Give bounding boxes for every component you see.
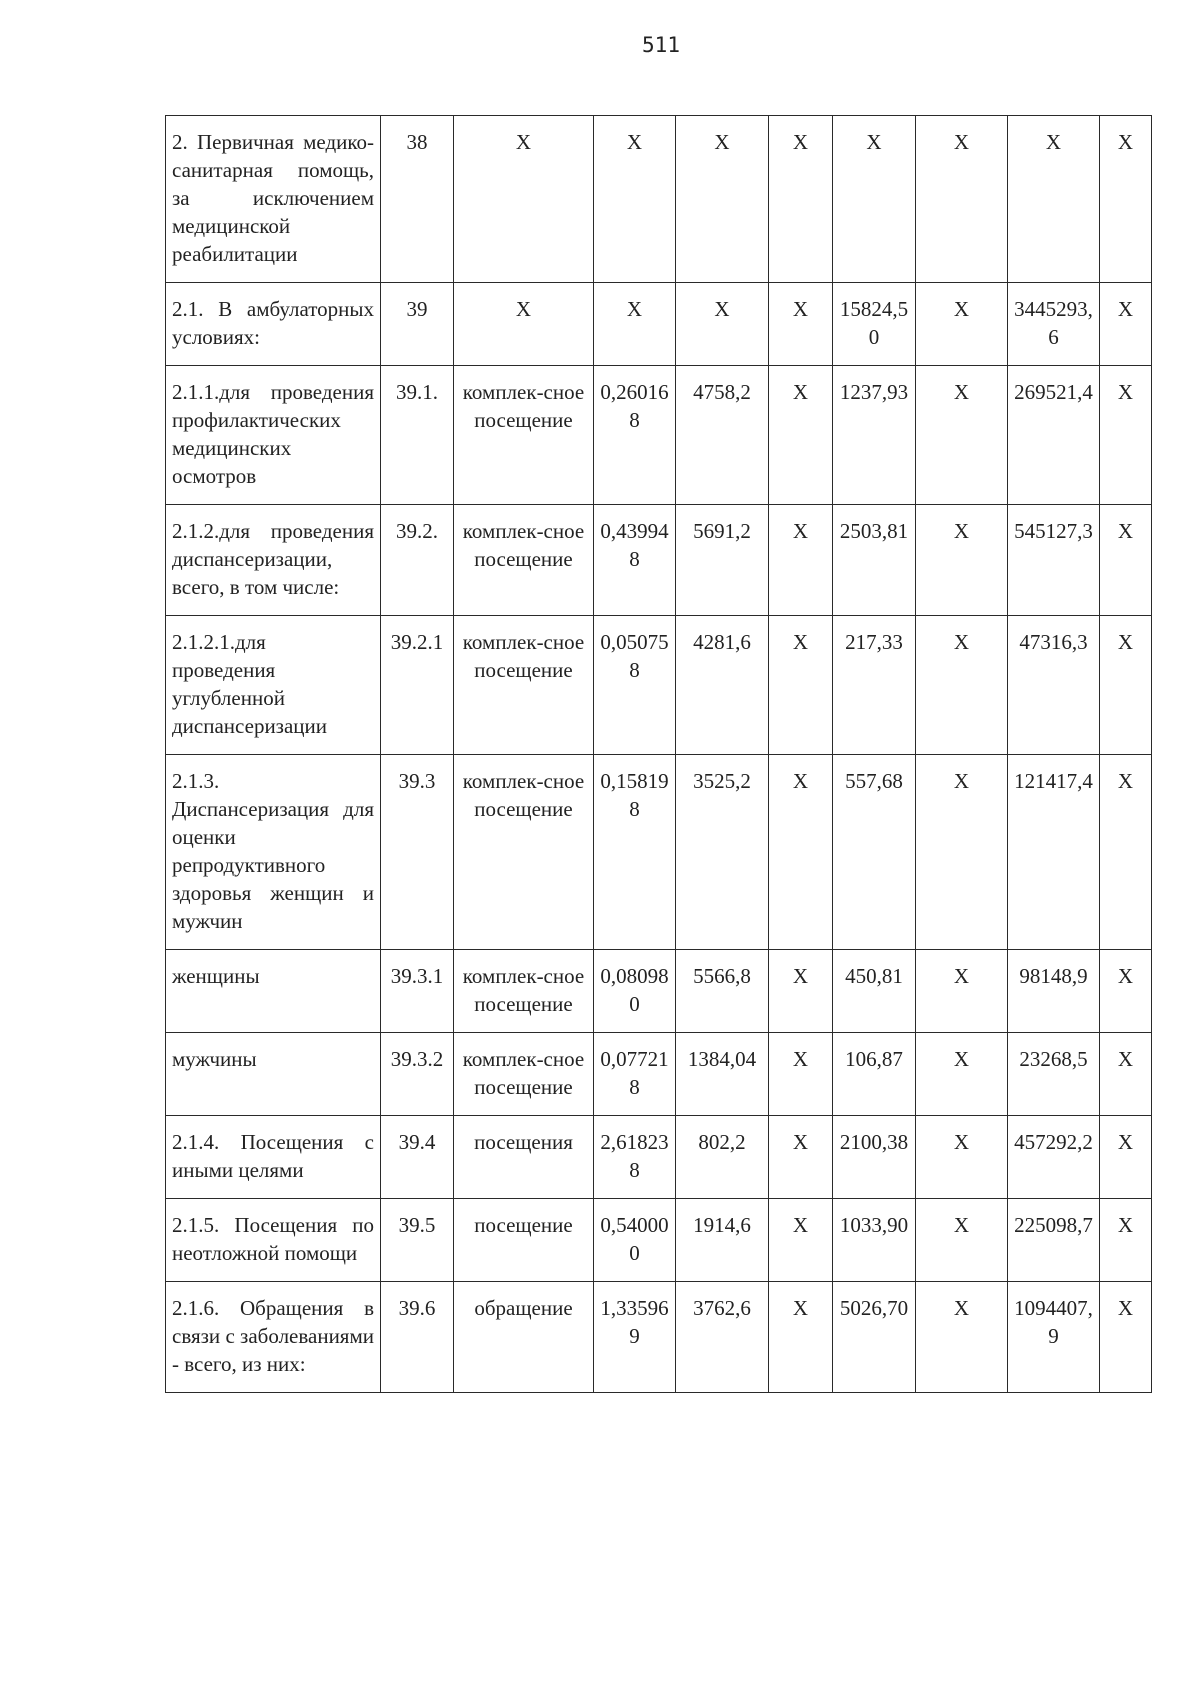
value-cell-6: 121417,4 [1008, 755, 1100, 950]
value-cell-6: 98148,9 [1008, 950, 1100, 1033]
value-cell-1: 1,335969 [594, 1282, 676, 1393]
value-cell-5: X [916, 1282, 1008, 1393]
table-row [166, 1199, 1152, 1282]
value-cell-3: X [769, 283, 833, 366]
unit-cell: комплек-сное посещение [454, 616, 594, 755]
value-cell-2: 5691,2 [676, 505, 769, 616]
unit-cell: комплек-сное посещение [454, 366, 594, 505]
row-number-cell: 39.2. [381, 505, 454, 616]
value-cell-6: 1094407,9 [1008, 1282, 1100, 1393]
value-cell-1: 0,439948 [594, 505, 676, 616]
table-row [166, 755, 1152, 950]
value-cell-4: 557,68 [833, 755, 916, 950]
unit-cell: комплек-сное посещение [454, 755, 594, 950]
value-cell-3: X [769, 116, 833, 283]
row-name-cell: 2. Первичная медико-санитарная помощь, за исключением медицинской реабилитации [166, 116, 381, 283]
value-cell-3: X [769, 616, 833, 755]
value-cell-4: 15824,50 [833, 283, 916, 366]
row-number-cell: 39.3.1 [381, 950, 454, 1033]
row-name-cell: 2.1.1.для проведения профилактических медицинских осмотров [166, 366, 381, 505]
row-number-cell: 39.6 [381, 1282, 454, 1393]
table-row [166, 366, 1152, 505]
value-cell-6: 269521,4 [1008, 366, 1100, 505]
value-cell-4: 1237,93 [833, 366, 916, 505]
value-cell-4: 450,81 [833, 950, 916, 1033]
value-cell-5: X [916, 116, 1008, 283]
value-cell-4: X [833, 116, 916, 283]
unit-cell: обращение [454, 1282, 594, 1393]
unit-cell: комплек-сное посещение [454, 505, 594, 616]
unit-cell: X [454, 283, 594, 366]
value-cell-6: 23268,5 [1008, 1033, 1100, 1116]
table-row [166, 1116, 1152, 1199]
value-cell-5: X [916, 1199, 1008, 1282]
value-cell-1: X [594, 116, 676, 283]
value-cell-6: 545127,3 [1008, 505, 1100, 616]
row-number-cell: 39.1. [381, 366, 454, 505]
row-name-cell: 2.1. В амбулаторных условиях: [166, 283, 381, 366]
table-row [166, 1282, 1152, 1393]
table-row [166, 283, 1152, 366]
value-cell-2: 3762,6 [676, 1282, 769, 1393]
row-name-cell: мужчины [166, 1033, 381, 1116]
value-cell-2: 3525,2 [676, 755, 769, 950]
value-cell-7: X [1100, 116, 1152, 283]
value-cell-6: X [1008, 116, 1100, 283]
value-cell-2: 802,2 [676, 1116, 769, 1199]
row-name-cell: 2.1.2.для проведения диспансеризации, всего, в том числе: [166, 505, 381, 616]
unit-cell: посещения [454, 1116, 594, 1199]
value-cell-4: 1033,90 [833, 1199, 916, 1282]
value-cell-1: 0,050758 [594, 616, 676, 755]
row-number-cell: 39.3 [381, 755, 454, 950]
value-cell-5: X [916, 1116, 1008, 1199]
value-cell-5: X [916, 950, 1008, 1033]
table-row [166, 616, 1152, 755]
value-cell-7: X [1100, 283, 1152, 366]
value-cell-4: 5026,70 [833, 1282, 916, 1393]
value-cell-1: 2,618238 [594, 1116, 676, 1199]
value-cell-3: X [769, 1199, 833, 1282]
value-cell-6: 3445293,6 [1008, 283, 1100, 366]
value-cell-1: 0,080980 [594, 950, 676, 1033]
value-cell-5: X [916, 1033, 1008, 1116]
row-number-cell: 39.2.1 [381, 616, 454, 755]
value-cell-7: X [1100, 1116, 1152, 1199]
value-cell-1: 0,540000 [594, 1199, 676, 1282]
row-name-cell: 2.1.5. Посещения по неотложной помощи [166, 1199, 381, 1282]
table-row [166, 505, 1152, 616]
value-cell-3: X [769, 755, 833, 950]
table-row [166, 1033, 1152, 1116]
row-name-cell: 2.1.2.1.для проведения углубленной диспансеризации [166, 616, 381, 755]
value-cell-7: X [1100, 755, 1152, 950]
value-cell-1: 0,260168 [594, 366, 676, 505]
value-cell-3: X [769, 366, 833, 505]
value-cell-4: 2100,38 [833, 1116, 916, 1199]
table-body [166, 116, 1152, 1393]
value-cell-1: 0,158198 [594, 755, 676, 950]
value-cell-2: 4758,2 [676, 366, 769, 505]
value-cell-2: 1914,6 [676, 1199, 769, 1282]
value-cell-2: 5566,8 [676, 950, 769, 1033]
value-cell-4: 217,33 [833, 616, 916, 755]
value-cell-3: X [769, 505, 833, 616]
unit-cell: посещение [454, 1199, 594, 1282]
table-row [166, 950, 1152, 1033]
value-cell-7: X [1100, 505, 1152, 616]
row-number-cell: 39.3.2 [381, 1033, 454, 1116]
value-cell-5: X [916, 755, 1008, 950]
row-number-cell: 38 [381, 116, 454, 283]
value-cell-3: X [769, 1033, 833, 1116]
value-cell-2: 4281,6 [676, 616, 769, 755]
value-cell-4: 2503,81 [833, 505, 916, 616]
value-cell-6: 47316,3 [1008, 616, 1100, 755]
value-cell-2: X [676, 283, 769, 366]
value-cell-1: X [594, 283, 676, 366]
value-cell-6: 457292,2 [1008, 1116, 1100, 1199]
row-name-cell: 2.1.4. Посещения с иными целями [166, 1116, 381, 1199]
page-number: 511 [642, 33, 680, 57]
row-number-cell: 39.4 [381, 1116, 454, 1199]
value-cell-3: X [769, 1282, 833, 1393]
value-cell-5: X [916, 505, 1008, 616]
unit-cell: X [454, 116, 594, 283]
value-cell-5: X [916, 283, 1008, 366]
value-cell-7: X [1100, 1199, 1152, 1282]
value-cell-7: X [1100, 950, 1152, 1033]
row-name-cell: 2.1.3. Диспансеризация для оценки репродуктивного здоровья женщин и мужчин [166, 755, 381, 950]
value-cell-7: X [1100, 366, 1152, 505]
value-cell-7: X [1100, 616, 1152, 755]
row-name-cell: женщины [166, 950, 381, 1033]
unit-cell: комплек-сное посещение [454, 1033, 594, 1116]
table-row [166, 116, 1152, 283]
value-cell-6: 225098,7 [1008, 1199, 1100, 1282]
row-name-cell: 2.1.6. Обращения в связи с заболеваниями - всего, из них: [166, 1282, 381, 1393]
value-cell-3: X [769, 950, 833, 1033]
value-cell-4: 106,87 [833, 1033, 916, 1116]
unit-cell: комплек-сное посещение [454, 950, 594, 1033]
value-cell-2: 1384,04 [676, 1033, 769, 1116]
value-cell-7: X [1100, 1033, 1152, 1116]
row-number-cell: 39 [381, 283, 454, 366]
value-cell-3: X [769, 1116, 833, 1199]
data-table [165, 115, 1152, 1393]
row-number-cell: 39.5 [381, 1199, 454, 1282]
value-cell-5: X [916, 366, 1008, 505]
value-cell-7: X [1100, 1282, 1152, 1393]
value-cell-1: 0,077218 [594, 1033, 676, 1116]
value-cell-2: X [676, 116, 769, 283]
value-cell-5: X [916, 616, 1008, 755]
